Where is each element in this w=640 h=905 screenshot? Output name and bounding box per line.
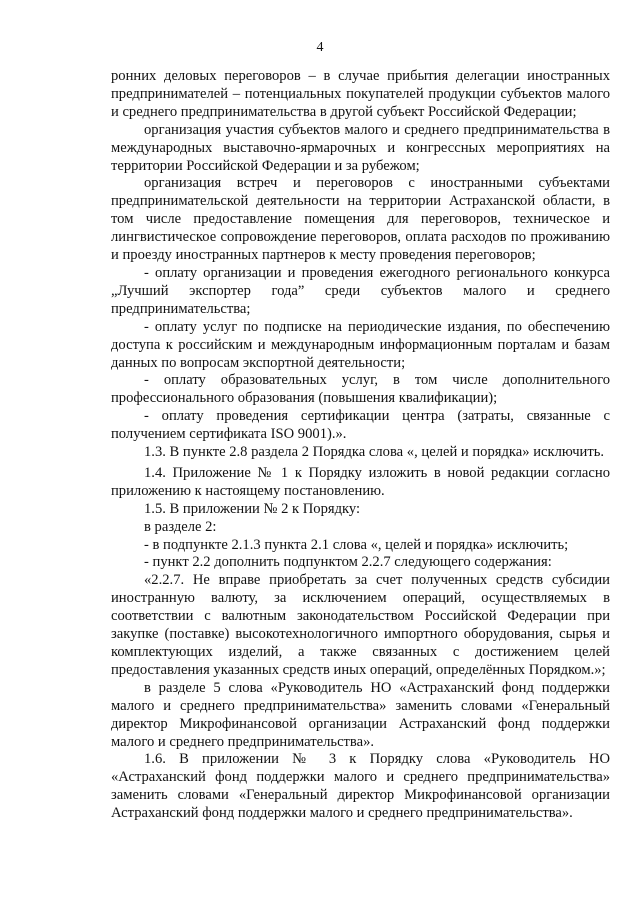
paragraph: в разделе 2: xyxy=(144,518,217,535)
paragraph: в разделе 5 слова «Руководитель НО «Астраханский фонд поддержки малого и среднего предпринимательства» заменить словами «Генеральный директор Микрофинансовой организации Астраханский фонд поддержки малого и среднего предпринимательства». xyxy=(111,679,610,750)
page-number: 4 xyxy=(316,40,324,55)
paragraph: «2.2.7. Не вправе приобретать за счет полученных средств субсидии иностранную валюту, за исключением операций, осуществляемых в соответствии с валютным законодательством Российской Федерации при закупке (поставке) высокотехнологичного импортного оборудования, сырья и комплектующих изделий, а также связанных с достижением целей предоставления указанных средств иных операций, определённых Порядком.»; xyxy=(111,572,610,678)
paragraph: - оплату организации и проведения ежегодного регионального конкурса „Лучший экспортер года” среди субъектов малого и среднего предпринимательства; xyxy=(111,264,610,317)
paragraph: организация участия субъектов малого и среднего предпринимательства в международных выставочно-ярмарочных и конгрессных мероприятиях на территории Российской Федерации и за рубежом; xyxy=(111,121,610,174)
paragraph: - оплату услуг по подписке на периодические издания, по обеспечению доступа к российским и международным информационным порталам и базам данных по вопросам экспортной деятельности; xyxy=(111,318,610,371)
paragraph: - оплату проведения сертификации центра (затраты, связанные с получением сертификата ISO 9001).». xyxy=(111,408,610,443)
document-body xyxy=(111,68,610,823)
paragraph: 1.5. В приложении № 2 к Порядку: xyxy=(144,500,361,517)
paragraph: 1.4. Приложение № 1 к Порядку изложить в новой редакции согласно приложению к настоящему постановлению. xyxy=(111,464,610,499)
paragraph: 1.6. В приложении № 3 к Порядку слова «Руководитель НО «Астраханский фонд поддержки малого и среднего предпринимательства» заменить словами «Генеральный директор Микрофинансовой организации Астраханский фонд поддержки малого и среднего предпринимательства». xyxy=(111,751,610,822)
paragraph: ронних деловых переговоров – в случае прибытия делегации иностранных предпринимателей – потенциальных покупателей продукции субъектов малого и среднего предпринимательства в другой субъект Российской Федерации; xyxy=(111,68,610,120)
paragraph: - в подпункте 2.1.3 пункта 2.1 слова «, целей и порядка» исключить; xyxy=(144,536,569,553)
paragraph: - оплату образовательных услуг, в том числе дополнительного профессионального образования (повышения квалификации); xyxy=(111,372,610,407)
paragraph: организация встреч и переговоров с иностранными субъектами предпринимательской деятельности на территории Астраханской области, в том числе предоставление помещения для переговоров, техническое и лингвистическое сопровождение переговоров, оплата расходов по проживанию и проезду иностранных партнеров к месту проведения переговоров; xyxy=(111,175,610,264)
paragraph: - пункт 2.2 дополнить подпунктом 2.2.7 следующего содержания: xyxy=(144,554,552,571)
paragraph: 1.3. В пункте 2.8 раздела 2 Порядка слова «, целей и порядка» исключить. xyxy=(144,444,605,461)
